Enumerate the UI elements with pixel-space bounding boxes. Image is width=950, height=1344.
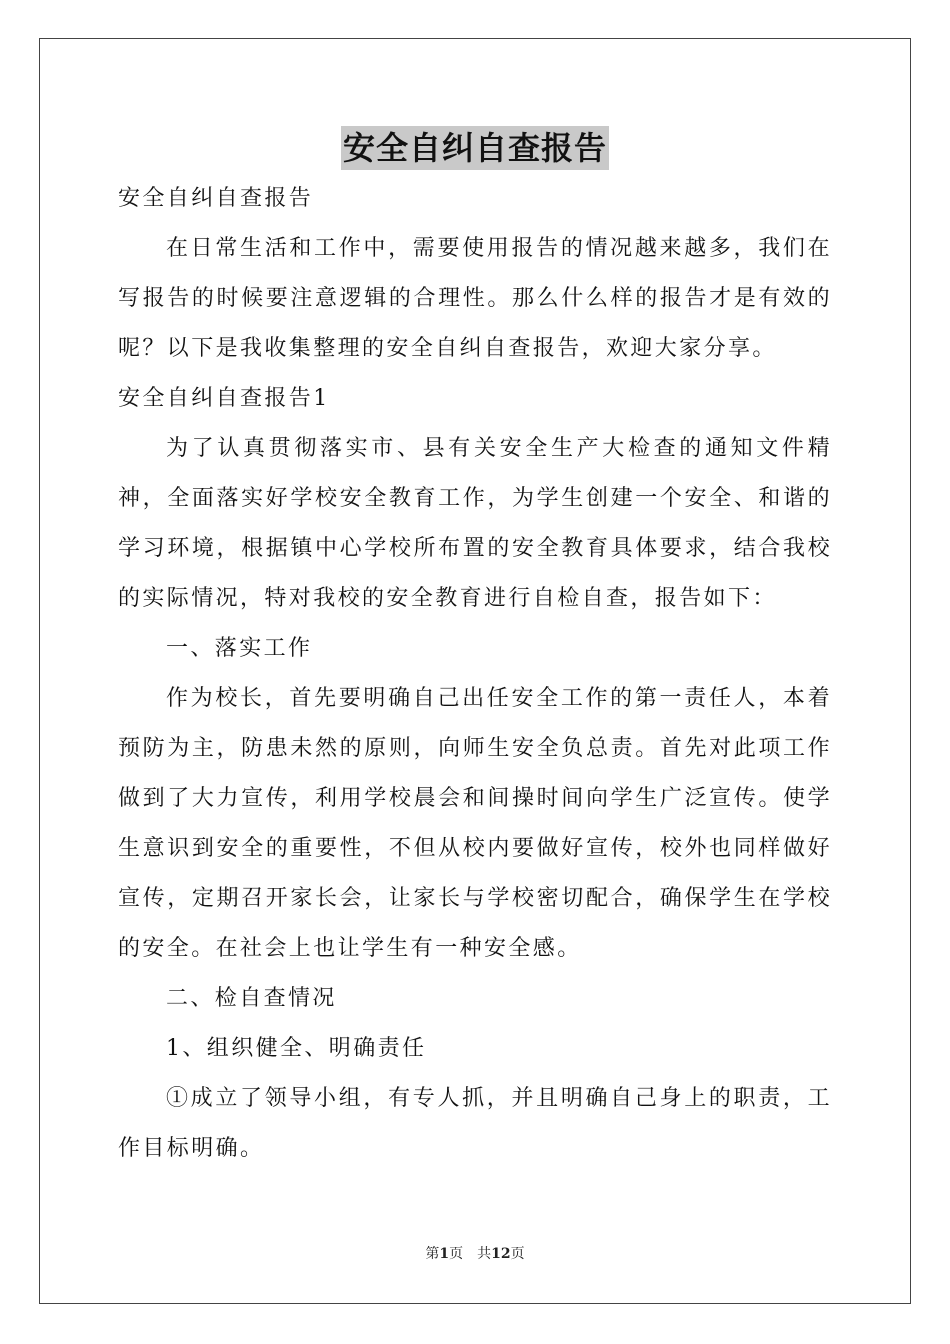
report1-heading: 安全自纠自查报告1 <box>118 386 330 411</box>
section2-heading: 二、检自查情况 <box>166 986 337 1011</box>
document-title: 安全自纠自查报告 <box>341 126 609 170</box>
intro-paragraph: 在日常生活和工作中，需要使用报告的情况越来越多，我们在写报告的时候要注意逻辑的合理性。那么什么样的报告才是有效的呢？以下是我收集整理的安全自纠自查报告，欢迎大家分享。 <box>118 236 832 361</box>
document-subtitle: 安全自纠自查报告 <box>118 186 314 211</box>
subsection1-heading: 1、组织健全、明确责任 <box>166 1036 427 1061</box>
page-suffix: 页 <box>449 1246 464 1262</box>
document-body <box>118 174 832 1174</box>
report1-intro-paragraph: 为了认真贯彻落实市、县有关安全生产大检查的通知文件精神，全面落实好学校安全教育工作，为学生创建一个安全、和谐的学习环境，根据镇中心学校所布置的安全教育具体要求，结合我校的实际情况，特对我校的安全教育进行自检自查，报告如下： <box>118 436 832 611</box>
page-footer <box>0 1244 950 1264</box>
page-prefix: 第 <box>425 1246 440 1262</box>
total-prefix: 共 <box>477 1246 492 1262</box>
section1-heading: 一、落实工作 <box>166 636 313 661</box>
section1-paragraph: 作为校长，首先要明确自己出任安全工作的第一责任人，本着预防为主，防患未然的原则，向师生安全负总责。首先对此项工作做到了大力宣传，利用学校晨会和间操时间向学生广泛宣传。使学生意识到安全的重要性，不但从校内要做好宣传，校外也同样做好宣传，定期召开家长会，让家长与学校密切配合，确保学生在学校的安全。在社会上也让学生有一种安全感。 <box>118 686 832 961</box>
total-suffix: 页 <box>510 1246 525 1262</box>
page-total: 12 <box>491 1246 511 1262</box>
page-current: 1 <box>439 1246 450 1262</box>
item1-paragraph: ①成立了领导小组，有专人抓，并且明确自己身上的职责，工作目标明确。 <box>118 1086 832 1161</box>
title-container <box>0 126 950 170</box>
